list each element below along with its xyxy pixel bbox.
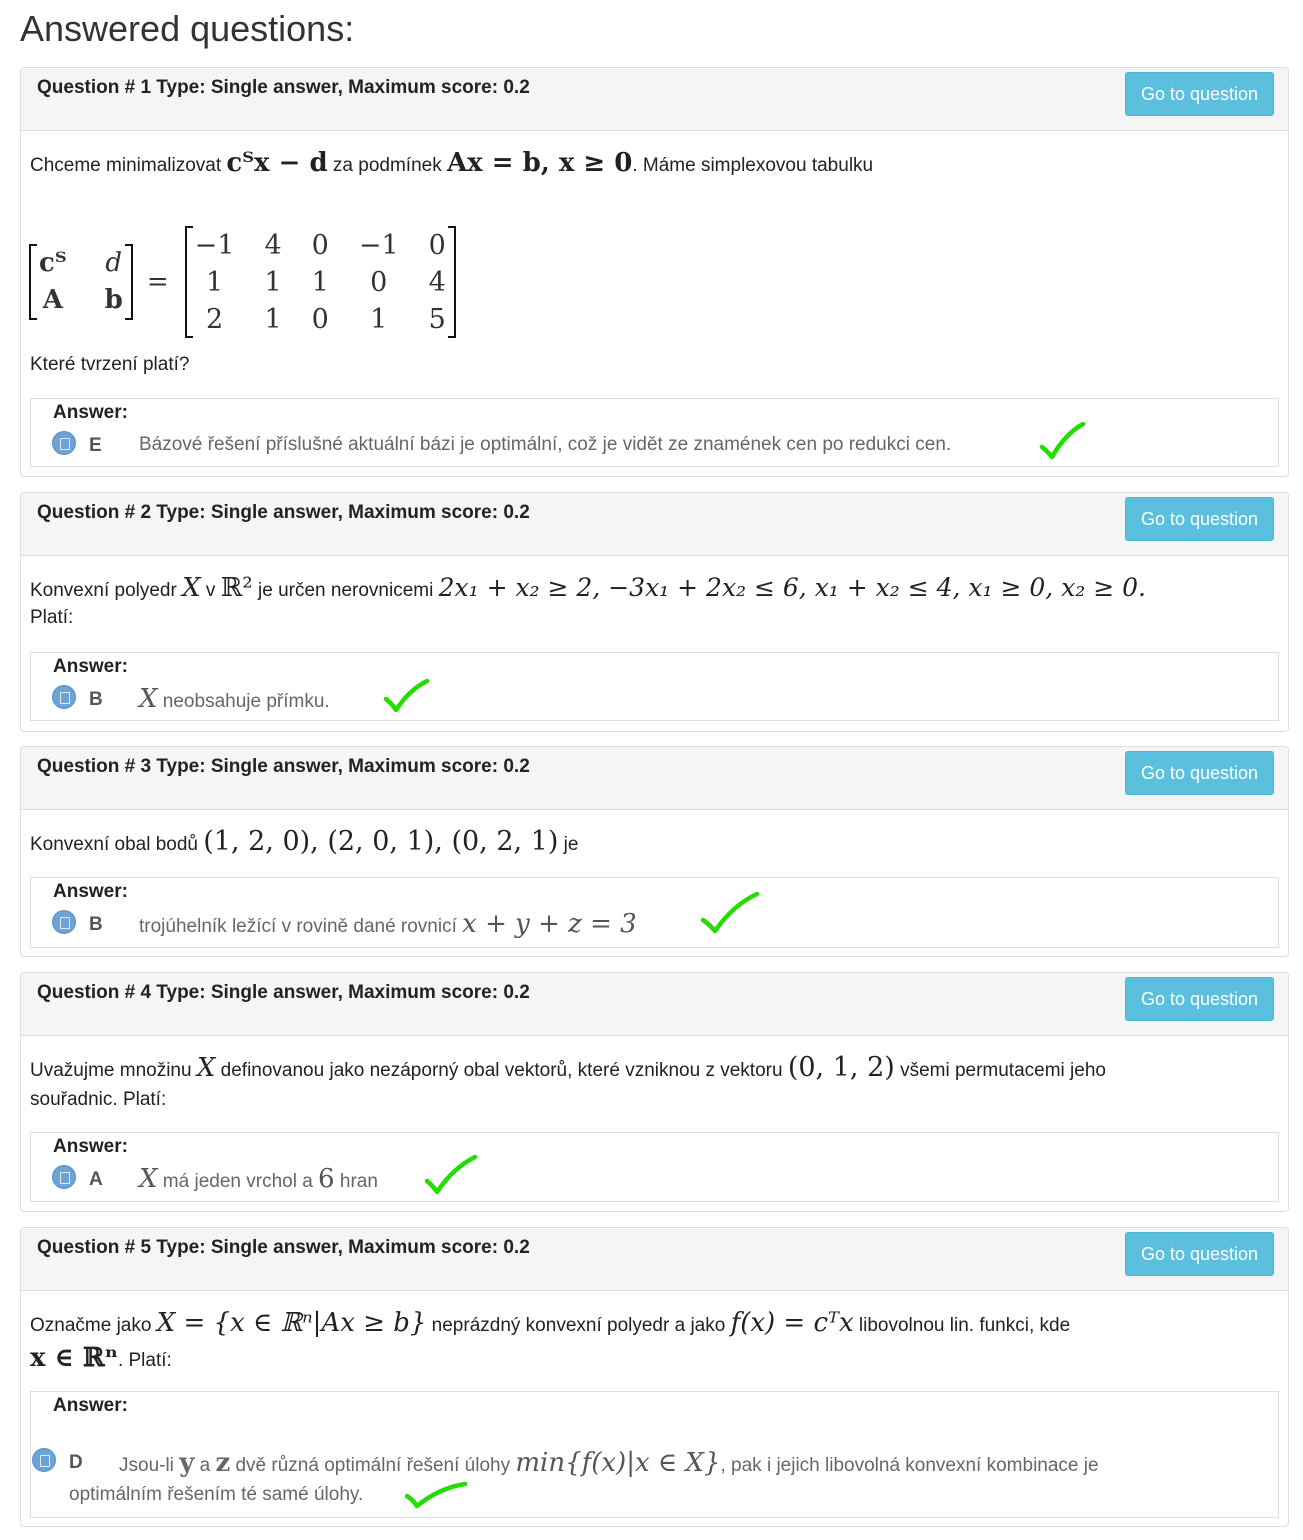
question-text-part: Konvexní polyedr (30, 580, 177, 601)
question-title: Question # 3 Type: Single answer, Maximum score: 0.2 (37, 756, 530, 777)
answer-text-part: Jsou-li (119, 1455, 174, 1476)
go-to-question-button[interactable]: Go to question (1125, 497, 1274, 541)
answer-text-part: má jeden vrchol a (162, 1171, 313, 1192)
answer-box (30, 652, 1279, 721)
question-text-part: Chceme minimalizovat (30, 155, 222, 176)
math-expression: Ax = b, x ≥ 0 (447, 148, 633, 178)
question-title: Question # 4 Type: Single answer, Maximum score: 0.2 (37, 982, 530, 1003)
question-header (21, 973, 1288, 1036)
math-expression: X (139, 684, 158, 714)
math-expression: y (179, 1448, 195, 1478)
answer-label: Answer: (53, 881, 128, 902)
question-text-part: za podmínek (332, 155, 442, 176)
answer-box (30, 398, 1279, 467)
question-text (30, 148, 1274, 181)
math-expression: z (215, 1448, 231, 1478)
question-text-part: . Platí: (117, 1350, 172, 1371)
answer-text-part: , pak i jejich libovolná konvexní kombinace je (720, 1455, 1099, 1476)
question-text-part: libovolnou lin. funkci, kde (858, 1315, 1071, 1336)
math-expression: f(x) = cᵀx (730, 1308, 854, 1338)
math-expression: X (196, 1053, 216, 1083)
question-text (30, 1053, 1274, 1086)
question-panel (20, 746, 1289, 957)
matrix-cell: 1 (264, 303, 282, 335)
answer-letter: E (89, 435, 102, 456)
math-expression: 2x₁ + x₂ ≥ 2, −3x₁ + 2x₂ ≤ 6, x₁ + x₂ ≤ 4, x₁ ≥ 0, x₂ ≥ 0. (438, 573, 1147, 602)
document-icon (52, 910, 76, 934)
math-expression: 6 (318, 1164, 335, 1194)
math-expression: x ∈ ℝⁿ (30, 1343, 118, 1373)
answer-letter: B (89, 914, 103, 935)
answer-text-part: a (199, 1455, 211, 1476)
document-icon (52, 431, 76, 455)
question-text-part: neprázdný konvexní polyedr a jako (431, 1315, 726, 1336)
math-expression: X = {x ∈ ℝⁿ|Ax ≥ b} (156, 1308, 427, 1338)
answer-text-line: optimálním řešením té samé úlohy. (69, 1484, 364, 1505)
question-text-line: Platí: (30, 607, 74, 628)
question-text-line (30, 1343, 1274, 1376)
answer-label: Answer: (53, 1395, 128, 1416)
matrix-cell: 0 (311, 303, 329, 335)
question-panel (20, 492, 1289, 732)
question-prompt: Které tvrzení platí? (30, 354, 190, 375)
answer-letter: B (89, 689, 103, 710)
answer-label: Answer: (53, 1136, 128, 1157)
question-text-part: . Máme simplexovou tabulku (632, 155, 874, 176)
matrix-cell: 5 (428, 303, 446, 335)
document-icon (52, 1165, 76, 1189)
question-text-part: je (563, 834, 579, 855)
question-text (30, 1308, 1274, 1341)
question-text (30, 827, 1274, 860)
checkmark-icon (383, 677, 431, 717)
question-panel (20, 972, 1289, 1212)
matrix-cell: d (105, 248, 123, 278)
matrix-cell: −1 (358, 229, 399, 261)
go-to-question-button[interactable]: Go to question (1125, 1232, 1274, 1276)
checkmark-icon (1039, 421, 1087, 461)
math-expression: x + y + z = 3 (462, 909, 637, 939)
question-text-part: všemi permutacemi jeho (900, 1060, 1106, 1081)
answer-text-part: hran (339, 1171, 378, 1192)
answer-box (30, 877, 1279, 948)
question-text-line: souřadnic. Platí: (30, 1089, 167, 1110)
go-to-question-button[interactable]: Go to question (1125, 977, 1274, 1021)
math-expression: X (139, 1164, 158, 1194)
matrix-cell: 0 (428, 229, 446, 261)
question-text-part: v (205, 580, 216, 601)
answer-letter: D (69, 1452, 83, 1473)
question-text-part: Uvažujme množinu (30, 1060, 192, 1081)
question-title: Question # 1 Type: Single answer, Maximum score: 0.2 (37, 77, 530, 98)
question-header (21, 747, 1288, 810)
document-icon (52, 685, 76, 709)
question-header (21, 68, 1288, 131)
math-expression: (0, 1, 2) (787, 1052, 895, 1083)
question-header (21, 1228, 1288, 1291)
matrix-cell: 0 (311, 229, 329, 261)
question-text-part: Konvexní obal bodů (30, 834, 198, 855)
answer-box (30, 1132, 1279, 1202)
answer-label: Answer: (53, 402, 128, 423)
go-to-question-button[interactable]: Go to question (1125, 751, 1274, 795)
question-text-part: Označme jako (30, 1315, 152, 1336)
question-text (30, 573, 1274, 606)
tableau-left-matrix (29, 226, 456, 338)
answer-text-part: neobsahuje přímku. (162, 691, 330, 712)
checkmark-icon (699, 890, 761, 936)
question-text-part: definovanou jako nezáporný obal vektorů, které vzniknou z vektoru (220, 1060, 783, 1081)
math-expression: cᵀx − d (226, 148, 328, 178)
question-header (21, 493, 1288, 556)
answer-label: Answer: (53, 656, 128, 677)
math-expression: min{f(x)|x ∈ X} (515, 1448, 721, 1478)
matrix-cell: 4 (264, 229, 282, 261)
go-to-question-button[interactable]: Go to question (1125, 72, 1274, 116)
matrix-cell: 1 (205, 266, 224, 298)
matrix-cell: A (42, 285, 63, 315)
answer-text (139, 908, 637, 943)
answer-text (119, 1447, 1259, 1482)
question-panel (20, 1227, 1289, 1527)
matrix-cell: 1 (311, 266, 329, 298)
answer-text (139, 1163, 378, 1198)
matrix-cell: 2 (205, 303, 224, 335)
matrix-cell: cᵀ (39, 248, 67, 278)
checkmark-icon (423, 1153, 479, 1197)
question-title: Question # 5 Type: Single answer, Maximum score: 0.2 (37, 1237, 530, 1258)
math-expression: ℝ² (220, 573, 253, 603)
answer-letter: A (89, 1169, 103, 1190)
answer-text-part: dvě různá optimální řešení úlohy (235, 1455, 511, 1476)
matrix-cell: 1 (370, 303, 388, 335)
answer-box (30, 1391, 1279, 1518)
matrix-cell: 1 (264, 266, 282, 298)
math-expression: X (182, 573, 201, 603)
equals-sign: = (146, 267, 169, 297)
matrix-cell: 0 (370, 266, 388, 298)
question-title: Question # 2 Type: Single answer, Maximum score: 0.2 (37, 502, 530, 523)
page-heading: Answered questions: (20, 8, 355, 49)
matrix-cell: 4 (428, 266, 446, 298)
answer-text-part: trojúhelník ležící v rovině dané rovnicí (139, 916, 457, 937)
document-icon (32, 1448, 56, 1472)
matrix-cell: −1 (194, 229, 235, 261)
question-panel (20, 67, 1289, 477)
question-text-part: je určen nerovnicemi (258, 580, 434, 601)
matrix-cell: b (104, 285, 123, 315)
answer-text: Bázové řešení příslušné aktuální bázi je optimální, což je vidět ze znamének cen po redukci cen. (139, 434, 952, 455)
answer-text (139, 683, 330, 718)
math-expression: (1, 2, 0), (2, 0, 1), (0, 2, 1) (203, 826, 559, 857)
checkmark-icon (403, 1480, 469, 1510)
